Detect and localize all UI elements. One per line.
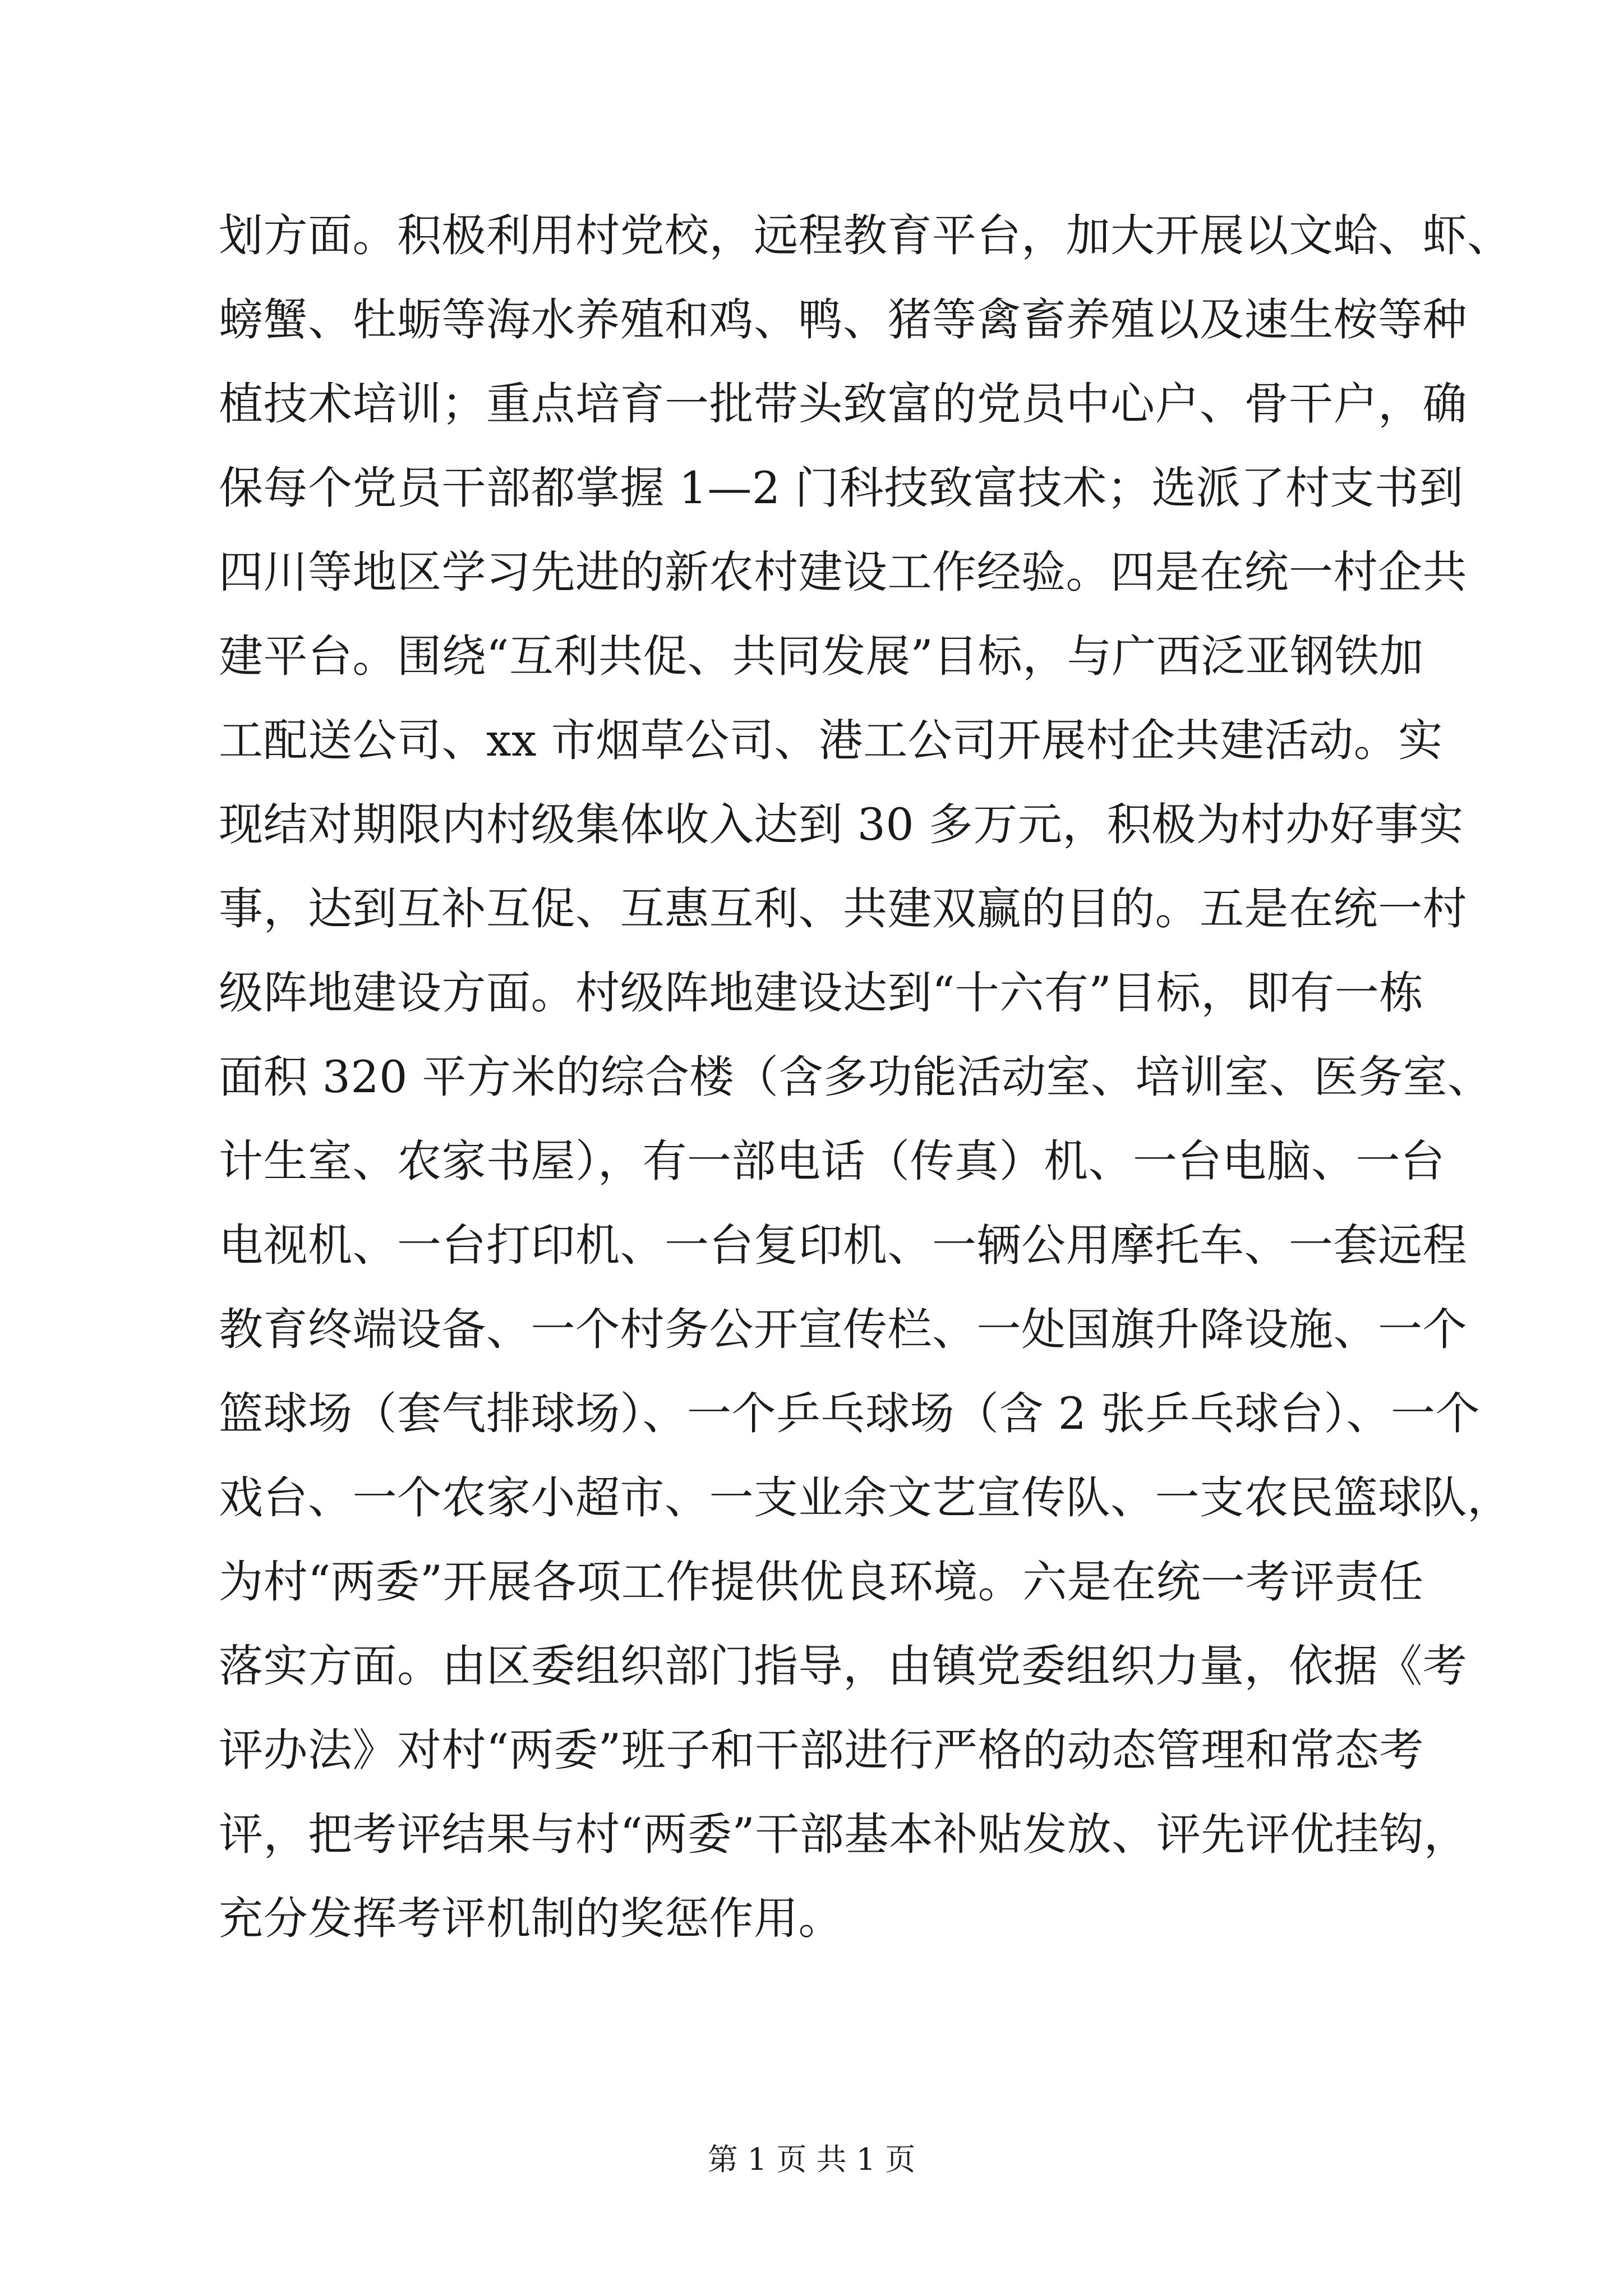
text-line: 充分发挥考评机制的奖惩作用。	[219, 1893, 843, 1944]
text-line: 螃蟹、牡蛎等海水养殖和鸡、鸭、猪等禽畜养殖以及速生桉等种	[219, 294, 1467, 346]
text-line: 计生室、农家书屋），有一部电话（传真）机、一台电脑、一台	[219, 1135, 1445, 1187]
text-line: 电视机、一台打印机、一台复印机、一辆公用摩托车、一套远程	[219, 1220, 1467, 1271]
text-line: 植技术培训；重点培育一批带头致富的党员中心户、骨干户，确	[219, 378, 1467, 430]
text-line: 级阵地建设方面。村级阵地建设达到“十六有”目标，即有一栋	[219, 967, 1424, 1019]
text-line: 四川等地区学习先进的新农村建设工作经验。四是在统一村企共	[219, 546, 1467, 598]
text-line: 篮球场（套气排球场）、一个乒乓球场（含 2 张乒乓球台）、一个	[219, 1388, 1480, 1439]
text-line: 事，达到互补互促、互惠互利、共建双赢的目的。五是在统一村	[219, 883, 1467, 935]
text-line: 保每个党员干部都掌握 1—2 门科技致富技术；选派了村支书到	[219, 462, 1464, 514]
text-line: 落实方面。由区委组织部门指导，由镇党委组织力量，依据《考	[219, 1640, 1467, 1692]
text-line: 教育终端设备、一个村务公开宣传栏、一处国旗升降设施、一个	[219, 1304, 1467, 1355]
text-line: 现结对期限内村级集体收入达到 30 多万元，积极为村办好事实	[219, 799, 1464, 850]
page-footer: 第 1 页 共 1 页	[707, 2142, 916, 2177]
text-line: 评办法》对村“两委”班子和干部进行严格的动态管理和常态考	[219, 1724, 1424, 1776]
text-line: 建平台。围绕“互利共促、共同发展”目标，与广西泛亚钢铁加	[219, 631, 1424, 682]
text-line: 工配送公司、xx 市烟草公司、港工公司开展村企共建活动。实	[219, 715, 1443, 766]
body-text	[219, 194, 1512, 1961]
text-line: 划方面。积极利用村党校，远程教育平台，加大开展以文蛤、虾、	[219, 210, 1512, 261]
text-line: 评，把考评结果与村“两委”干部基本补贴发放、评先评优挂钩，	[219, 1809, 1469, 1860]
text-line: 面积 320 平方米的综合楼（含多功能活动室、培训室、医务室、	[219, 1051, 1492, 1103]
text-line: 戏台、一个农家小超市、一支业余文艺宣传队、一支农民篮球队，	[219, 1472, 1512, 1524]
text-line: 为村“两委”开展各项工作提供优良环境。六是在统一考评责任	[219, 1556, 1424, 1608]
